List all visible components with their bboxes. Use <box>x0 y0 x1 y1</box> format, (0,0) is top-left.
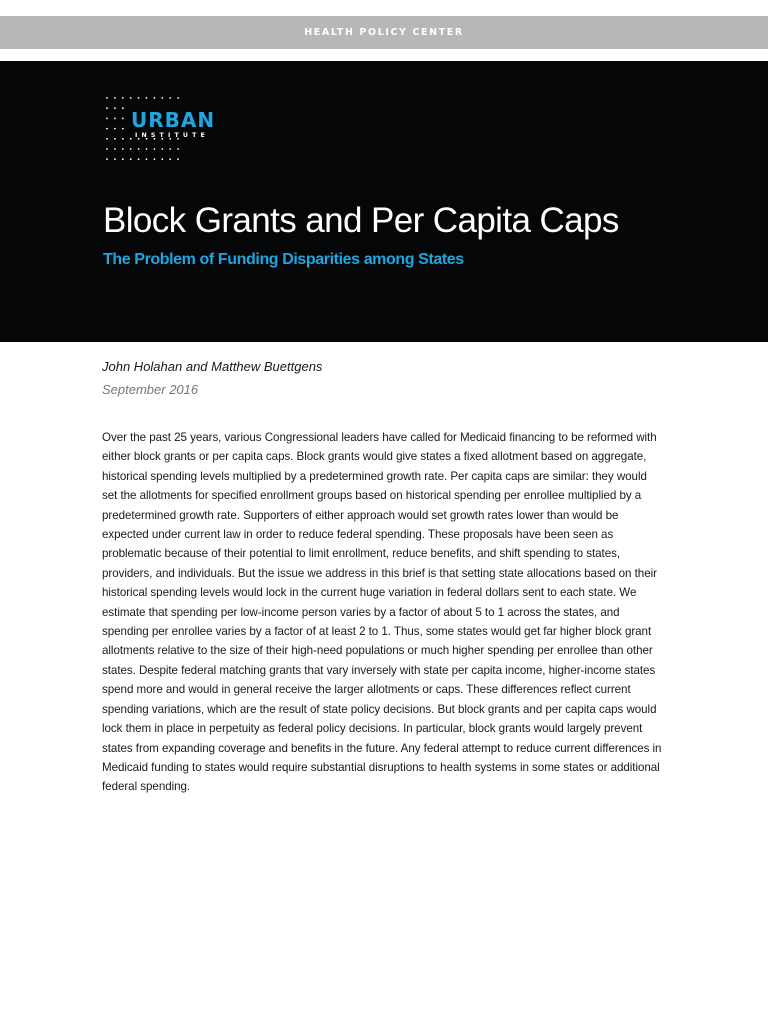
report-date: September 2016 <box>102 382 199 397</box>
abstract-paragraph: Over the past 25 years, various Congressional leaders have called for Medicaid financing to be reformed with either block grants or per capita caps. Block grants would give states a fixed allotment based on aggregate, historical spending levels multiplied by a predetermined growth rate. Per capita caps are similar: they would set the allotments for specified enrollment groups based on historical spending per enrollee multiplied by a predetermined growth rate. Supporters of either approach would set growth rates lower than would be expected under current law in order to reduce federal spending. These proposals have been seen as problematic because of their potential to limit enrollment, reduce benefits, and shift spending to states, providers, and individuals. But the issue we address in this brief is that setting state allocations based on their historical spending levels would lock in the current huge variation in federal dollars sent to each state. We estimate that spending per low-income person varies by a factor of about 5 to 1 across the states, and spending per enrollee varies by a factor of at least 2 to 1. Thus, some states would get far higher block grant allotments relative to the size of their high-need populations or much higher spending per enrollee than other states. Despite federal matching grants that vary inversely with state per capita income, higher-income states spend more and would in general receive the larger allotments or caps. These differences reflect current spending variations, which are the result of state policy decisions. But block grants and per capita caps would lock them in place in perpetuity as federal policy decisions. In particular, block grants would largely prevent states from expanding coverage and benefits in the future. Any federal attempt to reduce current differences in Medicaid funding to states would require substantial disruptions to health systems in some states or additional federal spending. <box>102 431 662 794</box>
report-subtitle: The Problem of Funding Disparities among States <box>103 251 464 268</box>
header-bar <box>0 16 768 49</box>
logo-subword: INSTITUTE <box>135 132 209 139</box>
urban-institute-logo <box>105 96 230 171</box>
report-title: Block Grants and Per Capita Caps <box>103 201 619 240</box>
report-authors: John Holahan and Matthew Buettgens <box>102 359 323 374</box>
logo-wordmark: URBAN <box>131 108 216 132</box>
center-label: HEALTH POLICY CENTER <box>304 27 464 38</box>
